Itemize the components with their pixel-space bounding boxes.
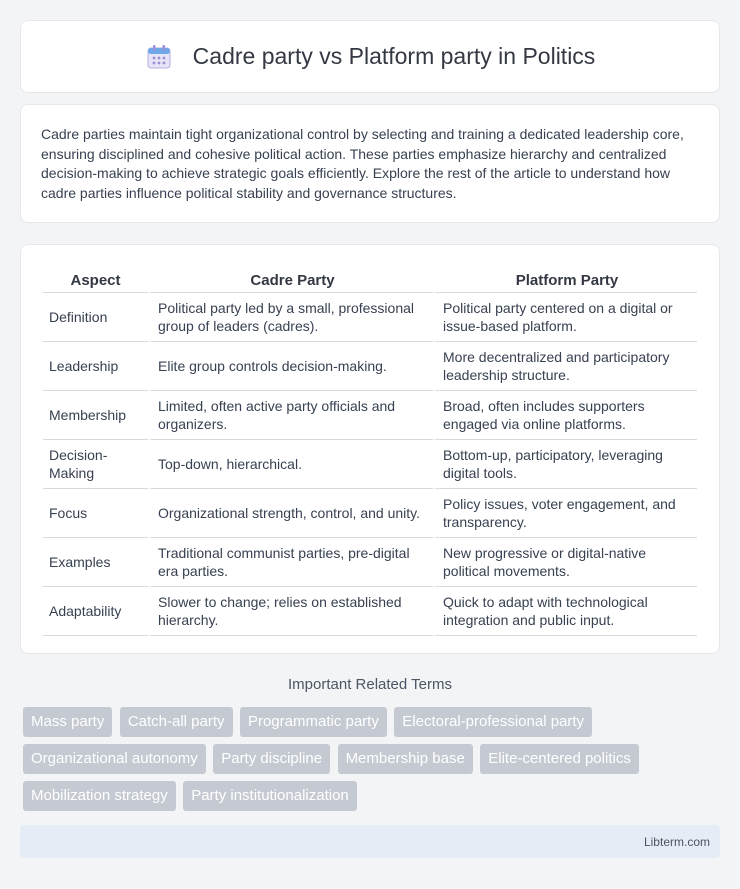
row-platform: Quick to adapt with technological integration and public input. bbox=[433, 587, 697, 636]
intro-text: Cadre parties maintain tight organizational control by selecting and training a dedicated leadership core, ensuring disciplined and cohesive political action. These parties emphasize hierarchy and centralized decision-making to achieve strategic goals efficiently. Explore the rest of the article to understand how cadre parties influence political stability and governance structures. bbox=[41, 126, 684, 201]
page-title: Cadre party vs Platform party in Politics bbox=[192, 43, 596, 69]
row-cadre: Traditional communist parties, pre-digital era parties. bbox=[148, 538, 433, 587]
page-footer bbox=[20, 825, 720, 858]
row-platform: Bottom-up, participatory, leveraging digital tools. bbox=[433, 440, 697, 489]
calendar-icon bbox=[145, 43, 173, 71]
page-header bbox=[20, 20, 720, 93]
row-aspect: Adaptability bbox=[43, 587, 148, 636]
header-cadre-party: Cadre Party bbox=[148, 263, 433, 293]
row-aspect: Examples bbox=[43, 538, 148, 587]
related-term-tag[interactable]: Elite-centered politics bbox=[480, 744, 639, 774]
table-row bbox=[43, 538, 697, 587]
row-cadre: Top-down, hierarchical. bbox=[148, 440, 433, 489]
row-aspect: Decision-Making bbox=[43, 440, 148, 489]
table-row bbox=[43, 391, 697, 440]
related-term-tag[interactable]: Electoral-professional party bbox=[394, 707, 592, 737]
row-aspect: Definition bbox=[43, 293, 148, 342]
related-term-tag[interactable]: Mass party bbox=[23, 707, 112, 737]
header-aspect: Aspect bbox=[43, 263, 148, 293]
row-cadre: Organizational strength, control, and unity. bbox=[148, 489, 433, 538]
related-term-tag[interactable]: Party discipline bbox=[213, 744, 330, 774]
row-platform: Policy issues, voter engagement, and transparency. bbox=[433, 489, 697, 538]
related-term-tag[interactable]: Membership base bbox=[338, 744, 473, 774]
table-row bbox=[43, 440, 697, 489]
comparison-table-card bbox=[20, 244, 720, 654]
related-terms-list bbox=[23, 707, 723, 818]
comparison-table bbox=[43, 263, 697, 636]
row-cadre: Political party led by a small, professional group of leaders (cadres). bbox=[148, 293, 433, 342]
related-term-tag[interactable]: Party institutionalization bbox=[183, 781, 357, 811]
table-header-row bbox=[43, 263, 697, 293]
row-platform: Broad, often includes supporters engaged via online platforms. bbox=[433, 391, 697, 440]
row-cadre: Slower to change; relies on established hierarchy. bbox=[148, 587, 433, 636]
related-terms-title: Important Related Terms bbox=[288, 676, 452, 693]
row-platform: New progressive or digital-native political movements. bbox=[433, 538, 697, 587]
row-cadre: Limited, often active party officials and organizers. bbox=[148, 391, 433, 440]
row-platform: More decentralized and participatory leadership structure. bbox=[433, 342, 697, 391]
related-term-tag[interactable]: Catch-all party bbox=[120, 707, 233, 737]
table-row bbox=[43, 489, 697, 538]
table-row bbox=[43, 342, 697, 391]
row-aspect: Leadership bbox=[43, 342, 148, 391]
row-aspect: Membership bbox=[43, 391, 148, 440]
related-term-tag[interactable]: Organizational autonomy bbox=[23, 744, 206, 774]
footer-site-link[interactable]: Libterm.com bbox=[643, 834, 710, 849]
related-term-tag[interactable]: Programmatic party bbox=[240, 707, 387, 737]
header-platform-party: Platform Party bbox=[433, 263, 697, 293]
intro-section bbox=[20, 104, 720, 223]
table-row bbox=[43, 293, 697, 342]
row-aspect: Focus bbox=[43, 489, 148, 538]
row-platform: Political party centered on a digital or issue-based platform. bbox=[433, 293, 697, 342]
table-row bbox=[43, 587, 697, 636]
row-cadre: Elite group controls decision-making. bbox=[148, 342, 433, 391]
related-term-tag[interactable]: Mobilization strategy bbox=[23, 781, 176, 811]
